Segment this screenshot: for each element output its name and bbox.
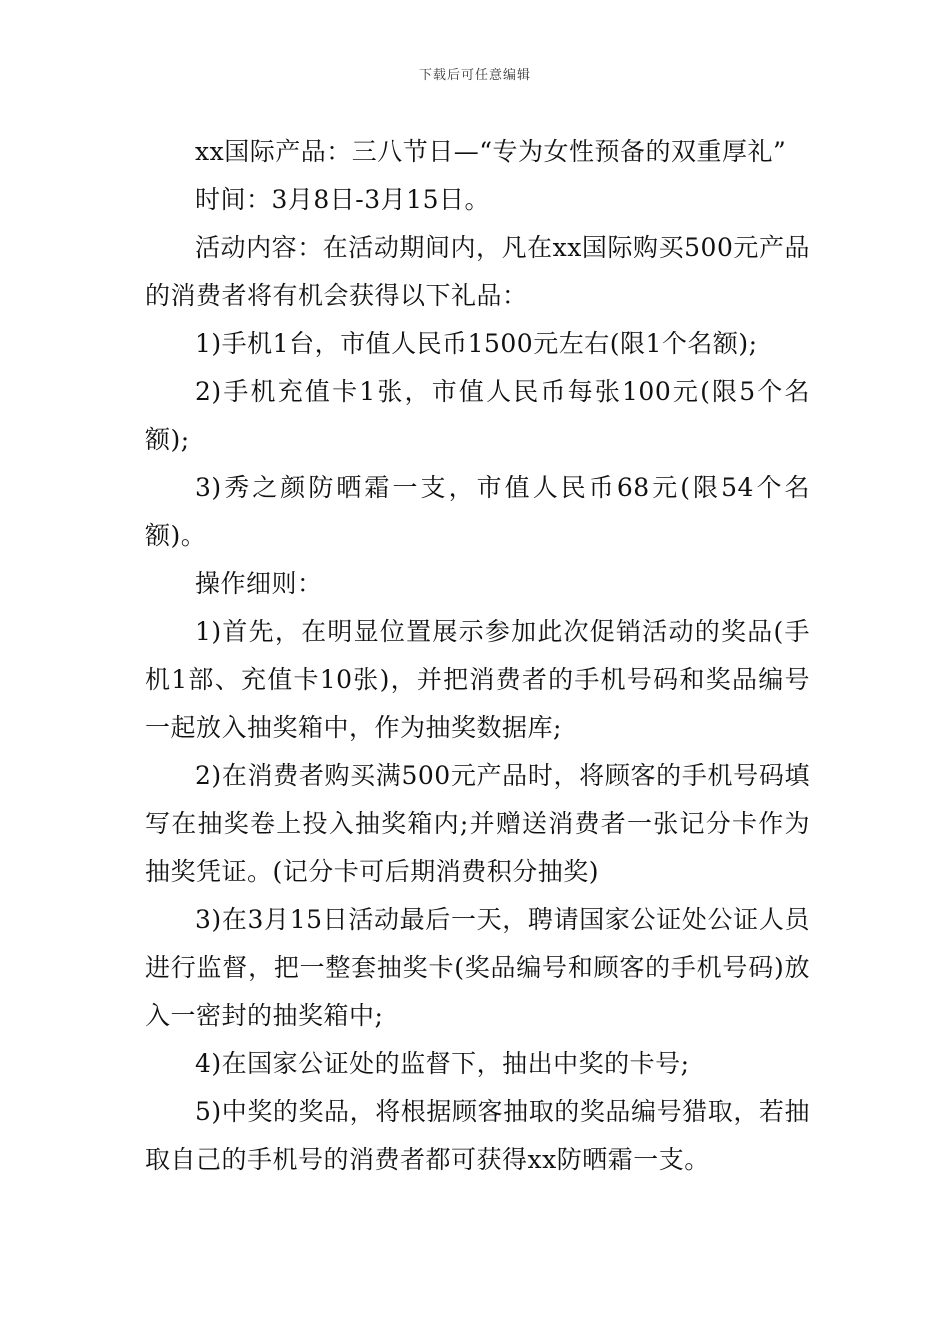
header-note: 下载后可任意编辑 — [418, 68, 531, 83]
content-paragraph: 活动内容：在活动期间内，凡在xx国际购买500元产品的消费者将有机会获得以下礼品： — [145, 233, 810, 310]
document-body — [145, 128, 810, 1184]
rule-item-4: 4)在国家公证处的监督下，抽出中奖的卡号; — [195, 1049, 690, 1078]
rules-heading: 操作细则： — [195, 569, 323, 598]
time-paragraph: 时间：3月8日-3月15日。 — [195, 185, 490, 214]
rule-item-5: 5)中奖的奖品，将根据顾客抽取的奖品编号猎取，若抽取自己的手机号的消费者都可获得xx防晒霜一支。 — [145, 1097, 810, 1174]
rule-item-2: 2)在消费者购买满500元产品时，将顾客的手机号码填写在抽奖卷上投入抽奖箱内;并赠送消费者一张记分卡作为抽奖凭证。(记分卡可后期消费积分抽奖) — [145, 761, 810, 886]
rule-item-1: 1)首先，在明显位置展示参加此次促销活动的奖品(手机1部、充值卡10张)，并把消费者的手机号码和奖品编号一起放入抽奖箱中，作为抽奖数据库; — [145, 617, 810, 742]
rule-item-3: 3)在3月15日活动最后一天，聘请国家公证处公证人员进行监督，把一整套抽奖卡(奖品编号和顾客的手机号码)放入一密封的抽奖箱中; — [145, 905, 810, 1030]
prize-item-3: 3)秀之颜防晒霜一支，市值人民币68元(限54个名额)。 — [145, 473, 810, 550]
prize-item-1: 1)手机1台，市值人民币1500元左右(限1个名额); — [195, 329, 758, 358]
title-paragraph: xx国际产品：三八节日—“专为女性预备的双重厚礼” — [195, 137, 787, 166]
prize-item-2: 2)手机充值卡1张，市值人民币每张100元(限5个名额); — [145, 377, 810, 454]
